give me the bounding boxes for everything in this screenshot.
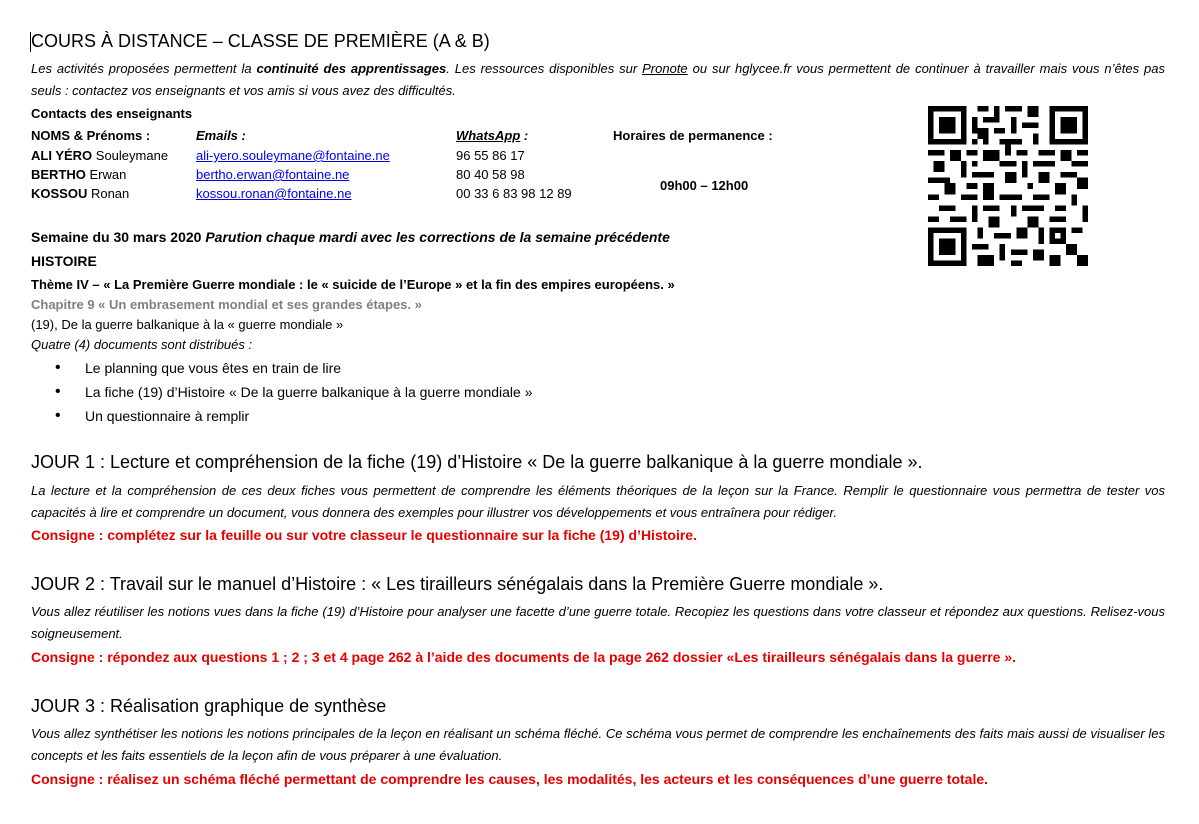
day-2-title: JOUR 2 : Travail sur le manuel d’Histoire : « Les tirailleurs sénégalais dans la Première Guerre mondiale ». <box>31 574 884 594</box>
teacher-phone: 80 40 58 98 <box>456 167 525 182</box>
intro-text-2: . Les ressources disponibles sur <box>446 61 643 76</box>
teacher-email-link[interactable]: ali-yero.souleymane@fontaine.ne <box>196 148 390 163</box>
teacher-name <box>31 167 126 182</box>
day-1-title: JOUR 1 : Lecture et compréhension de la fiche (19) d’Histoire « De la guerre balkanique à la guerre mondiale ». <box>31 452 923 472</box>
whatsapp-colon: : <box>520 128 529 143</box>
col-emails-header: Emails : <box>196 128 246 143</box>
teacher-phone: 00 33 6 83 98 12 89 <box>456 186 572 201</box>
theme-line: Thème IV – « La Première Guerre mondiale : le « suicide de l’Europe » et la fin des empires européens. » <box>31 277 675 292</box>
documents-list <box>55 356 532 428</box>
day-3-title: JOUR 3 : Réalisation graphique de synthèse <box>31 696 387 716</box>
day-2-instruction: Consigne : répondez aux questions 1 ; 2 ; 3 et 4 page 262 à l’aide des documents de la page 262 dossier «Les tirailleurs sénégalais dans la guerre ». <box>31 649 1017 665</box>
teacher-first-name: Souleymane <box>92 148 169 163</box>
chapter-line: Chapitre 9 « Un embrasement mondial et ses grandes étapes. » <box>31 297 422 312</box>
list-item: • Le planning que vous êtes en train de lire <box>55 356 532 380</box>
teacher-last-name: BERTHO <box>31 167 86 182</box>
list-item: • Un questionnaire à remplir <box>55 404 532 428</box>
list-item: • La fiche (19) d’Histoire « De la guerre balkanique à la guerre mondiale » <box>55 380 532 404</box>
teacher-name <box>31 148 168 163</box>
day-1-text: La lecture et la compréhension de ces deux fiches vous permettent de comprendre les éléments théoriques de la leçon sur la France. Remplir le questionnaire vous permettra de tester vos capacités à lire et comprendre un document, vous donnera des exemples pour illustrer vos développements et vous entraînera pour rédiger. <box>31 483 1165 520</box>
intro-bold: continuité des apprentissages <box>256 61 447 76</box>
teacher-phone: 96 55 86 17 <box>456 148 525 163</box>
col-whatsapp-header <box>456 128 528 143</box>
subject-heading: HISTOIRE <box>31 253 97 269</box>
permanence-hours: 09h00 – 12h00 <box>660 178 749 193</box>
day-2-text: Vous allez réutiliser les notions vues dans la fiche (19) d’Histoire pour analyser une facette d’une guerre totale. Recopiez les questions dans votre classeur et répondez aux questions. Relisez-vous soigneusement. <box>31 604 1165 641</box>
qr-code-icon <box>928 106 1088 266</box>
col-names-header: NOMS & Prénoms : <box>31 128 151 143</box>
teacher-first-name: Erwan <box>85 167 127 182</box>
docs-intro: Quatre (4) documents sont distribués : <box>31 337 253 352</box>
teacher-first-name: Ronan <box>87 186 130 201</box>
whatsapp-label: WhatsApp <box>456 128 521 143</box>
intro-text-3: ou sur hglycee.fr vous permettent de continuer à travailler mais vous n’êtes pas seuls : contactez vos enseignants et vos amis si vous avez des difficultés. <box>31 61 1166 98</box>
teacher-email-link[interactable]: bertho.erwan@fontaine.ne <box>196 167 350 182</box>
week-date: Semaine du 30 mars 2020 <box>31 229 206 245</box>
teacher-last-name: KOSSOU <box>31 186 88 201</box>
intro-pronote: Pronote <box>642 61 688 76</box>
teacher-email-link[interactable]: kossou.ronan@fontaine.ne <box>196 186 352 201</box>
day-1-instruction: Consigne : complétez sur la feuille ou sur votre classeur le questionnaire sur la fiche (19) d’Histoire. <box>31 527 697 543</box>
day-3-instruction: Consigne : réalisez un schéma fléché permettant de comprendre les causes, les modalités, les acteurs et les conséquences d’une guerre totale. <box>31 771 989 787</box>
col-hours-header: Horaires de permanence : <box>613 128 773 143</box>
contacts-heading: Contacts des enseignants <box>31 106 193 121</box>
teacher-name <box>31 186 129 201</box>
teacher-last-name: ALI YÉRO <box>31 148 93 163</box>
intro-paragraph <box>31 58 1165 102</box>
sheet-line: (19), De la guerre balkanique à la « guerre mondiale » <box>31 317 344 332</box>
week-line <box>31 229 670 245</box>
page-title: COURS À DISTANCE – CLASSE DE PREMIÈRE (A & B) <box>31 31 490 51</box>
day-3-text: Vous allez synthétiser les notions les notions principales de la leçon en réalisant un schéma fléché. Ce schéma vous permet de comprendre les enchaînements des faits mais aussi de visualiser les concepts et les faits essentiels de la leçon afin de vous préparer à une évaluation. <box>31 726 1165 763</box>
intro-text-1: Les activités proposées permettent la <box>31 61 257 76</box>
week-note: Parution chaque mardi avec les corrections de la semaine précédente <box>205 229 670 245</box>
